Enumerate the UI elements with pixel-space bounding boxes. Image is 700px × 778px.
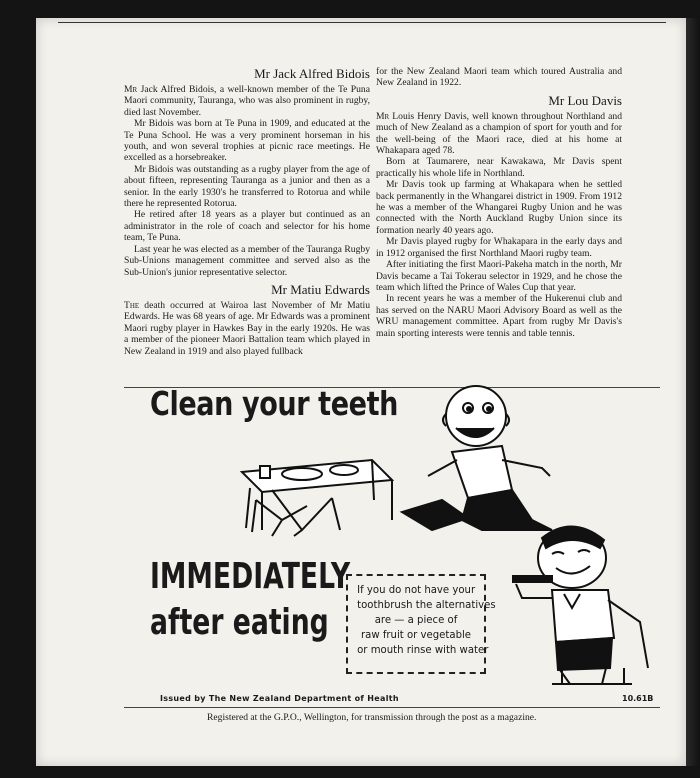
box-line: If you do not have your (357, 583, 476, 596)
boy-leaping-table-illustration (232, 380, 562, 540)
paragraph: Last year he was elected as a member of the Tauranga Rugby Sub-Unions management committee and served also as the Sub-Union's junior representative selector. (124, 243, 370, 278)
paragraph: Mr Bidois was outstanding as a rugby player from the age of about fifteen, representing Tauranga as a junior and then as a senior. In the early 1930's he transferred to Rotorua and while there he represented Rotorua. (124, 163, 370, 210)
obituary-heading-davis: Mr Lou Davis (548, 92, 622, 108)
footer-rule (124, 707, 660, 708)
top-rule (58, 22, 666, 23)
paragraph: Mr Davis played rugby for Whakapara in the early days and in 1912 organised the first Northland Maori rugby team. (376, 236, 622, 259)
paragraph: He retired after 18 years as a player but continued as an administrator in the role of coach and selector for his home team, Te Puna. (124, 209, 370, 244)
obituary-heading-edwards: Mr Matiu Edwards (271, 281, 370, 297)
paragraph: In recent years he was a member of the Hukerenui club and has served on the NARU Maori Advisory Board as well as the WRU management committee. Apart from rugby Mr Davis's main sporting interests were tennis and table tennis. (376, 293, 622, 339)
paragraph: Born at Taumarere, near Kawakawa, Mr Davis spent practically his whole life in Northland. (376, 156, 622, 179)
paragraph: Mr Davis took up farming at Whakapara when he settled back permanently in the Whangarei district in 1909. From 1912 he was a member of the Whangarei Rugby Union and he was connected with the North Auckland Rugby Union since its formation nearly 40 years ago. (376, 179, 622, 236)
alternatives-box (346, 574, 496, 674)
boy-brushing-teeth-illustration (512, 518, 662, 688)
paragraph: Mr Jack Alfred Bidois, a well-known member of the Te Puna Maori community, Tauranga, who was also prominent in rugby, died last November. (124, 84, 370, 118)
box-line: or mouth rinse with water (357, 643, 489, 656)
box-line: are — a piece of (374, 613, 458, 626)
postal-registration-footer: Registered at the G.P.O., Wellington, for transmission through the post as a magazine. (207, 712, 537, 723)
paragraph: for the New Zealand Maori team which toured Australia and New Zealand in 1922. (376, 66, 622, 89)
right-column (376, 66, 622, 339)
page-edge (686, 18, 700, 766)
ad-code: 10.61B (622, 694, 654, 703)
paragraph: Mr Louis Henry Davis, well known throughout Northland and much of New Zealand as a champion of sport for youth and for the well-being of the Maori race, died at his home at Whakapara aged 78. (376, 110, 622, 157)
ad-headline: Clean your teeth (150, 384, 398, 423)
magazine-page (36, 18, 686, 766)
ad-immediately: IMMEDIATELY (150, 556, 351, 597)
paragraph: After initiating the first Maori-Pakeha match in the north, Mr Davis became a Tai Tokerau selector in 1929, and he chose the team which lifted the Prince of Wales Cup that year. (376, 259, 622, 293)
obituary-heading-bidois: Mr Jack Alfred Bidois (254, 66, 370, 81)
paragraph: Mr Bidois was born at Te Puna in 1909, and educated at the Te Puna School. He was a very prominent horseman in his youth, and won several trophies at picnic race meetings. He excelled as a horsebreaker. (124, 118, 370, 164)
paragraph: The death occurred at Wairoa last November of Mr Matiu Edwards. He was 68 years of age. Mr Edwards was a prominent Maori rugby player in Hawkes Bay in the early 1920s. He was a member of the pioneer Maori Battalion team which played in New Zealand in 1919 and also played fullback (124, 299, 370, 357)
box-line: raw fruit or vegetable (360, 628, 472, 641)
box-line: toothbrush the alternatives (357, 598, 496, 611)
ad-after-eating: after eating (150, 602, 329, 643)
ad-issuer: Issued by The New Zealand Department of Health (160, 694, 399, 703)
left-column (124, 66, 370, 357)
